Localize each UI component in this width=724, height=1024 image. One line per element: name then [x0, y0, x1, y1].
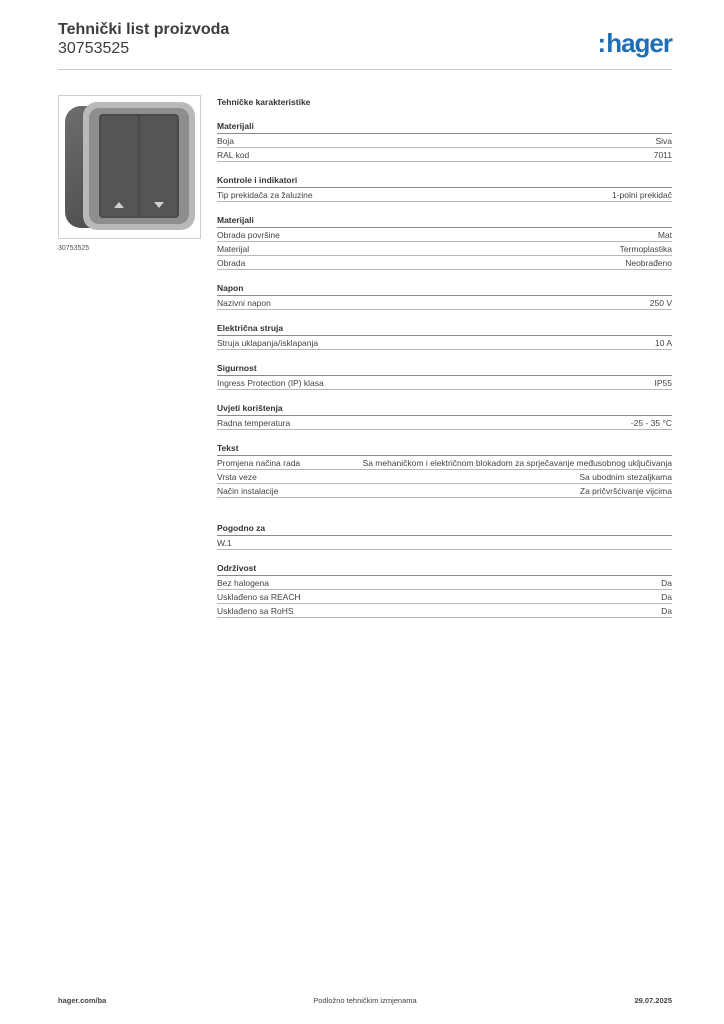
- spec-value: Siva: [655, 136, 672, 146]
- spec-value: Da: [661, 578, 672, 588]
- spec-row: [217, 590, 672, 604]
- section-title: Pogodno za: [217, 522, 672, 536]
- section-title: Električna struja: [217, 322, 672, 336]
- spec-value: Da: [661, 592, 672, 602]
- header-divider: [58, 69, 672, 70]
- spec-key: Boja: [217, 136, 235, 146]
- spec-value: Da: [661, 606, 672, 616]
- spec-row: [217, 376, 672, 390]
- spec-key: RAL kod: [217, 150, 250, 160]
- spec-row: [217, 536, 672, 550]
- spec-heading: Tehničke karakteristike: [217, 97, 311, 107]
- spec-value: Neobrađeno: [625, 258, 672, 268]
- section-title: Materijali: [217, 120, 672, 134]
- spec-value: Mat: [657, 230, 672, 240]
- spec-row: [217, 148, 672, 162]
- blind-switch-icon: [59, 96, 200, 238]
- spec-row: [217, 188, 672, 202]
- section-title: Tekst: [217, 442, 672, 456]
- spec-value: Sa ubodnim stezaljkama: [579, 472, 672, 482]
- spec-table: [217, 96, 672, 618]
- spec-row: [217, 336, 672, 350]
- spec-key: Obrada: [217, 258, 246, 268]
- footer-date: 29.07.2025: [634, 996, 672, 1005]
- section-title: Napon: [217, 282, 672, 296]
- spec-key: Tip prekidača za žaluzine: [217, 190, 313, 200]
- hager-logo: [598, 28, 672, 59]
- spec-key: Usklađeno sa REACH: [217, 592, 301, 602]
- spec-key: Struja uklapanja/isklapanja: [217, 338, 319, 348]
- spec-value: Termoplastika: [619, 244, 672, 254]
- spec-key: Bez halogena: [217, 578, 269, 588]
- spec-key: Ingress Protection (IP) klasa: [217, 378, 324, 388]
- spec-key: Vrsta veze: [217, 472, 257, 482]
- spec-row: [217, 228, 672, 242]
- logo-text: hager: [606, 28, 672, 58]
- spec-row: [217, 576, 672, 590]
- page-header: [58, 20, 672, 58]
- spec-row: [217, 470, 672, 484]
- spec-key: Usklađeno sa RoHS: [217, 606, 294, 616]
- product-code: 30753525: [58, 40, 130, 57]
- spec-row: [217, 296, 672, 310]
- spec-key: Radna temperatura: [217, 418, 291, 428]
- section-title: Materijali: [217, 214, 672, 228]
- logo-colon-mark: :: [597, 28, 606, 58]
- section-title: Kontrole i indikatori: [217, 174, 672, 188]
- section-title: Održivost: [217, 562, 672, 576]
- spec-row: [217, 242, 672, 256]
- footer-website-link[interactable]: hager.com/ba: [58, 996, 107, 1005]
- product-image: [58, 95, 201, 239]
- footer-notice: Podložno tehničkim izmjenama: [313, 996, 417, 1005]
- spec-row: [217, 604, 672, 618]
- spec-row: [217, 456, 672, 470]
- spec-key: Nazivni napon: [217, 298, 271, 308]
- spec-row: [217, 416, 672, 430]
- spec-value: 7011: [653, 150, 672, 160]
- page-title: Tehnički list proizvoda: [58, 21, 230, 38]
- section-gap: [217, 498, 672, 510]
- spec-key: Materijal: [217, 244, 250, 254]
- spec-value: Sa mehaničkom i električnom blokadom za sprječavanje međusobnog uključivanja: [362, 458, 672, 468]
- spec-value: -25 - 35 °C: [630, 418, 672, 428]
- section-title: Sigurnost: [217, 362, 672, 376]
- spec-key: Obrada površine: [217, 230, 280, 240]
- product-caption: 30753525: [58, 245, 90, 252]
- spec-value: 1-polni prekidač: [611, 190, 672, 200]
- spec-row: [217, 484, 672, 498]
- spec-value: IP55: [654, 378, 672, 388]
- spec-key: Promjena načina rada: [217, 458, 301, 468]
- section-title: Uvjeti korištenja: [217, 402, 672, 416]
- spec-row: [217, 134, 672, 148]
- spec-value: 250 V: [649, 298, 672, 308]
- spec-key: Način instalacije: [217, 486, 279, 496]
- spec-value: Za pričvršćivanje vijcima: [579, 486, 672, 496]
- spec-row: [217, 256, 672, 270]
- spec-key: W.1: [217, 538, 232, 548]
- spec-value: 10 A: [654, 338, 672, 348]
